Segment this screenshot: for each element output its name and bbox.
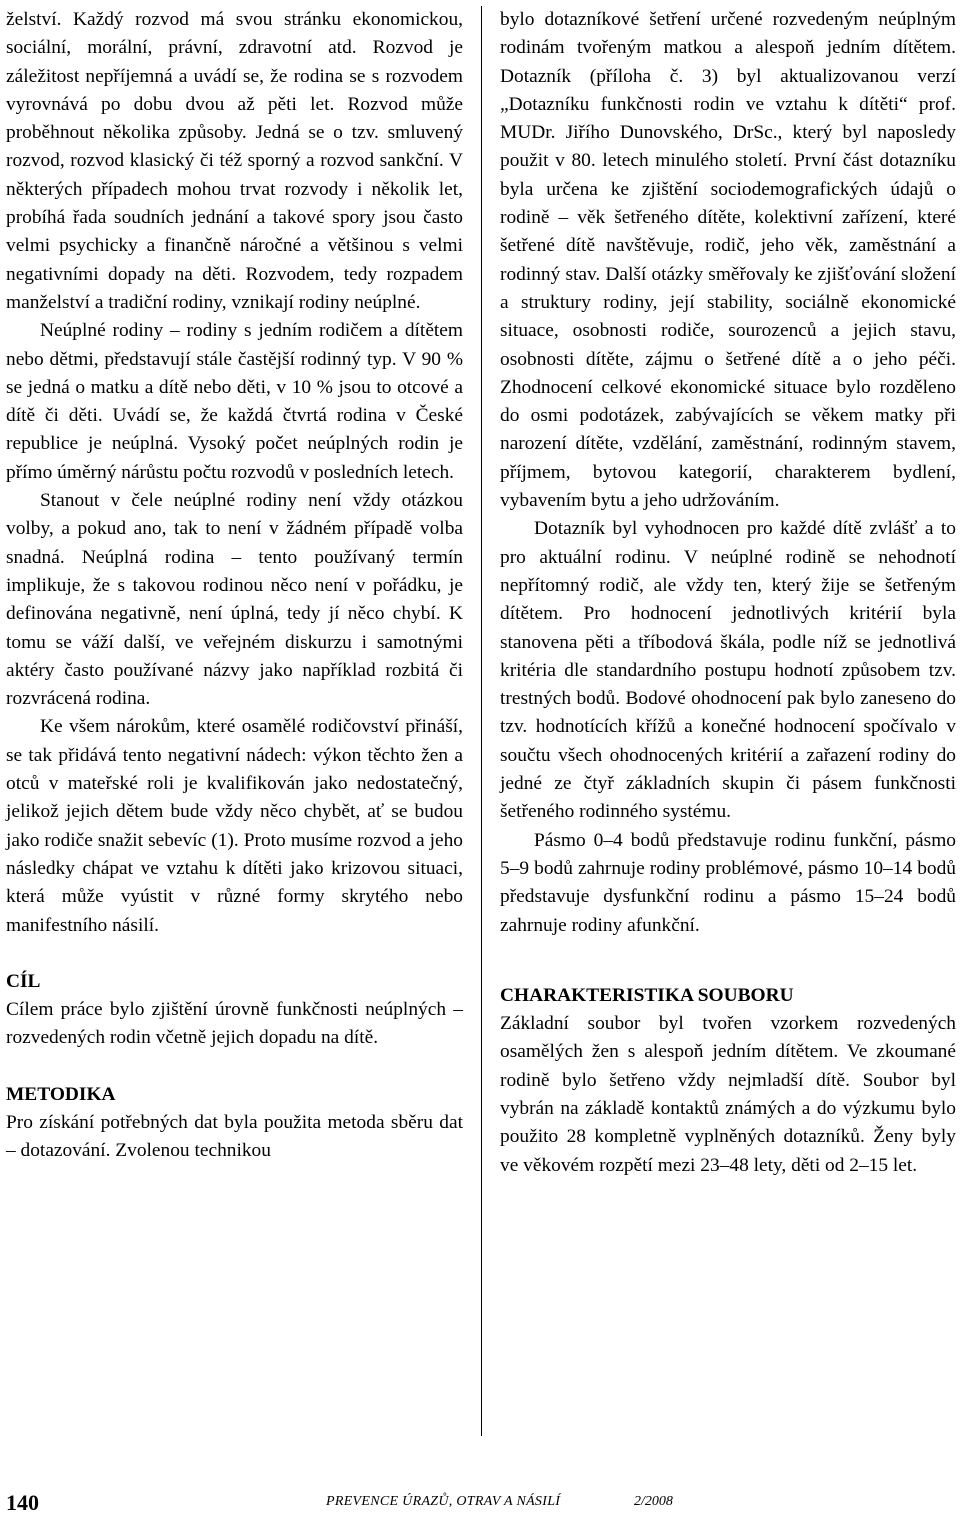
paragraph-single-parenthood: Ke všem nárokům, které osamělé rodičovství přináší, se tak přidává tento negativní nádech: výkon těchto žen a otců v mateřské roli je kvalifikován jako nedostatečný, jelikož jejich dětem bude vždy něco chybět, ať se budou jako rodiče snažit sebevíc (1). Proto musíme rozvod a jeho následky chápat ve vztahu k dítěti jako krizovou situaci, která může vyústit v různé formy skrytého nebo manifestního násilí. (6, 716, 463, 936)
paragraph-head-of-family: Stanout v čele neúplné rodiny není vždy otázkou volby, a pokud ano, tak to není v žádném případě volba snadná. Neúplná rodina – tento používaný termín implikuje, že s takovou rodinou něco není v pořádku, je definována negativně, není úplná, tedy jí něco chybí. K tomu se váží další, ve veřejném diskurzu i samotnými aktéry často používané názvy jako například rozbitá či rozvrácená rodina. (6, 490, 463, 710)
journal-title: PREVENCE ÚRAZŮ, OTRAV A NÁSILÍ (326, 1494, 561, 1509)
heading-charakteristika: CHARAKTERISTIKA SOUBORU (500, 984, 794, 1006)
heading-cil: CÍL (6, 970, 41, 992)
paragraph-questionnaire: bylo dotazníkové šetření určené rozvedeným neúplným rodinám tvořeným matkou a alespoň jedním dítětem. Dotazník (příloha č. 3) byl aktualizovanou verzí „Dotazníku funkčnosti rodin ve vztahu k dítěti“ prof. MUDr. Jiřího Dunovského, DrSc., který byl naposledy použit v 80. letech minulého století. První část dotazníku byla určena ke zjištění sociodemografických údajů o rodině – věk šetřeného dítěte, kolektivní zařízení, které šetřené dítě navštěvuje, rodič, jeho věk, zaměstnání a rodinný stav. Další otázky směřovaly ke zjišťování složení a struktury rodiny, její stability, sociálně ekonomické situace, osobnosti rodiče, sourozenců a jejich stavu, osobnosti dítěte, zájmu o šetřené dítě a o jeho péči. Zhodnocení celkové ekonomické situace bylo rozděleno do osmi podotázek, zabývajících se věkem matky při narození dítěte, vzdělání, zaměstnání, rodinným stavem, příjmem, bytovou kategorií, charakterem bydlení, vybavením bytu a jeho udržováním. (500, 9, 956, 512)
paragraph-charakteristika: Základní soubor byl tvořen vzorkem rozvedených osamělých žen s alespoň jedním dítětem. Ve zkoumané rodině bylo šetřeno vždy nejmladší dítě. Soubor byl vybrán na základě kontaktů známých a do výzkumu bylo použito 28 kompletně vyplněných dotazníků. Ženy byly ve věkovém rozpětí mezi 23–48 lety, děti od 2–15 let. (500, 1013, 956, 1176)
heading-metodika: METODIKA (6, 1083, 116, 1105)
paragraph-cil: Cílem práce bylo zjištění úrovně funkčnosti neúplných – rozvedených rodin včetně jejich dopadu na dítě. (6, 999, 463, 1049)
column-divider (481, 6, 482, 1436)
paragraph-incomplete-families: Neúplné rodiny – rodiny s jedním rodičem a dítětem nebo dětmi, představují stále častější rodinný typ. V 90 % se jedná o matku a dítě nebo děti, v 10 % jsou to otcové a dítě či děti. Uvádí se, že každá čtvrtá rodina v České republice je neúplná. Vysoký počet neúplných rodin je přímo úměrný nárůstu počtu rozvodů v posledních letech. (6, 320, 463, 483)
journal-issue: 2/2008 (634, 1494, 673, 1509)
paragraph-score-bands: Pásmo 0–4 bodů představuje rodinu funkční, pásmo 5–9 bodů zahrnuje rodiny problémové, pásmo 10–14 bodů představuje dysfunkční rodinu a pásmo 15–24 bodů zahrnuje rodiny afunkční. (500, 829, 956, 936)
left-column (6, 6, 463, 1166)
paragraph-evaluation: Dotazník byl vyhodnocen pro každé dítě zvlášť a to pro aktuální rodinu. V neúplné rodině se nehodnotí nepřítomný rodič, ale vždy ten, který žije se šetřeným dítětem. Pro hodnocení jednotlivých kritérií byla stanovena pěti a tříbodová škála, podle níž se jednotlivá kritéria dle standardního postupu hodnotí způsobem tzv. trestných bodů. Bodové ohodnocení pak bylo zaneseno do tzv. hodnotících křížů a konečné hodnocení spočívalo v součtu všech ohodnocených kritérií a zařazení rodiny do jedné ze čtyř základních skupin či pásem funkčnosti šetřeného rodinného systému. (500, 518, 956, 823)
page-number: 140 (6, 1490, 39, 1515)
page-footer (6, 1490, 956, 1518)
paragraph-metodika: Pro získání potřebných dat byla použita metoda sběru dat – dotazování. Zvolenou technikou (6, 1111, 463, 1162)
paragraph-divorce-intro: želství. Každý rozvod má svou stránku ekonomickou, sociální, morální, právní, zdravotní atd. Rozvod je záležitost nepříjemná a uvádí se, že rodina se s rozvodem vyrovnává po dobu dvou až pěti let. Rozvod může proběhnout několika způsoby. Jedná se o tzv. smluvený rozvod, rozvod klasický či též sporný a rozvod sankční. V některých případech mohou trvat rozvody i několik let, probíhá řada soudních jednání a takové spory jsou často velmi psychicky a finančně náročné a většinou s velmi negativními dopady na děti. Rozvodem, tedy rozpadem manželství a tradiční rodiny, vznikají rodiny neúplné. (6, 9, 463, 313)
right-column (500, 6, 956, 1180)
